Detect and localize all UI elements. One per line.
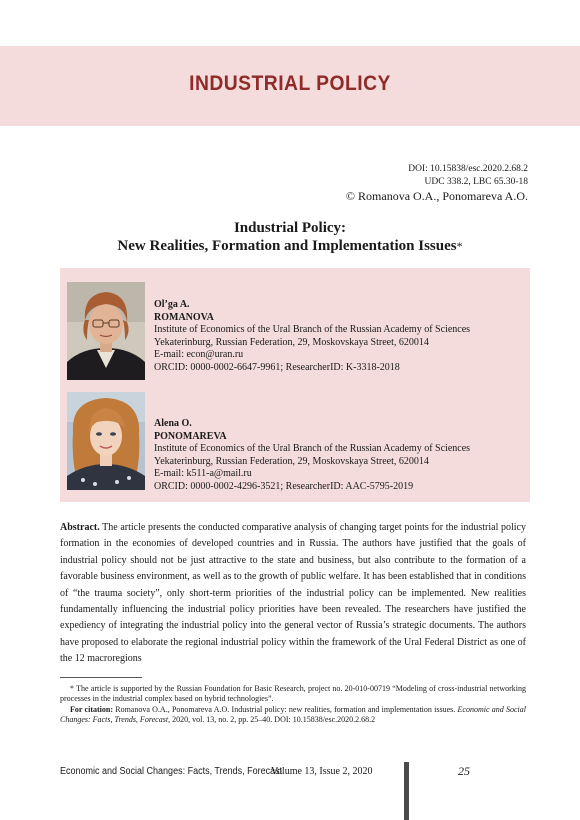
footer-journal: Economic and Social Changes: Facts, Trends, Forecast <box>60 766 283 777</box>
article-title-line2 <box>0 237 580 256</box>
author-ponomareva <box>154 418 526 494</box>
abstract <box>60 520 526 668</box>
funding-note: * The article is supported by the Russian Foundation for Basic Research, project no. 20-010-00719 “Modeling of cross-industrial networking processes in the industrial complex based on hybrid technologies”. <box>60 684 526 704</box>
page-number: 25 <box>458 764 470 778</box>
author-first-name: Alena O. <box>154 418 192 429</box>
author-photo-ponomareva <box>67 392 145 490</box>
footer-volume: Volume 13, Issue 2, 2020 <box>271 766 373 777</box>
copyright: © Romanova O.A., Ponomareva A.O. <box>345 189 528 203</box>
citation-tail: , 2020, vol. 13, no. 2, pp. 25–40. DOI: 10.15838/esc.2020.2.68.2 <box>168 715 376 725</box>
author-email: E-mail: k511-a@mail.ru <box>154 468 252 480</box>
section-title: INDUSTRIAL POLICY <box>189 72 391 95</box>
abstract-text: The article presents the conducted comparative analysis of changing target points for the industrial policy formation in the economies of developed countries and in Russia. The authors have justified that the goals of industrial policy should not be just attractive to the state and business, but also contribute to the formation of a favorable business environment, as well as to the growth of public welfare. It has been established that in conditions of “the trauma society”, only short-term priorities of the industrial policy can be implemented. New realities fundamentally influencing the industrial policy priorities have been revealed. The researchers have justified the expediency of integrating the industrial policy into the general vector of Russia’s strategic documents. The authors have proposed to elaborate the regional industrial policy within the framework of the Ural Federal District as one of the 12 macroregions <box>60 522 526 665</box>
citation-text: Romanova O.A., Ponomareva A.O. Industrial policy: new realities, formation and implementation issues. <box>112 704 458 714</box>
author-address: Yekaterinburg, Russian Federation, 29, Moskovskaya Street, 620014 <box>154 455 429 467</box>
author-address: Yekaterinburg, Russian Federation, 29, Moskovskaya Street, 620014 <box>154 336 429 348</box>
doi: DOI: 10.15838/esc.2020.2.68.2 <box>408 164 528 174</box>
author-last-name: ROMANOVA <box>154 311 214 323</box>
article-title-text: New Realities, Formation and Implementation Issues <box>117 238 457 254</box>
author-photo-romanova <box>67 282 145 380</box>
author-affiliation: Institute of Economics of the Ural Branch of the Russian Academy of Sciences <box>154 443 471 455</box>
citation-label: For citation: <box>70 704 113 714</box>
author-ids: ORCID: 0000-0002-6647-9961; ResearcherID: K-3318-2018 <box>154 361 400 373</box>
footnote-mark: * <box>456 239 463 253</box>
author-ids: ORCID: 0000-0002-4296-3521; ResearcherID: AAC-5795-2019 <box>154 480 414 492</box>
author-first-name: Ol’ga A. <box>154 299 190 310</box>
author-last-name: PONOMAREVA <box>154 430 227 442</box>
udc: UDC 338.2, LBC 65.30-18 <box>424 177 528 187</box>
footnotes <box>60 684 526 726</box>
citation-note <box>60 705 526 726</box>
footer-divider <box>404 762 409 820</box>
author-email: E-mail: econ@uran.ru <box>154 349 244 361</box>
author-affiliation: Institute of Economics of the Ural Branch of the Russian Academy of Sciences <box>154 324 471 336</box>
article-title-line1: Industrial Policy: <box>233 220 347 236</box>
author-romanova <box>154 299 526 375</box>
citation-journal: Economic and Social Changes: Facts, Trends, Forecast <box>60 704 527 725</box>
abstract-label: Abstract. <box>60 522 100 533</box>
footnote-divider <box>60 677 142 678</box>
